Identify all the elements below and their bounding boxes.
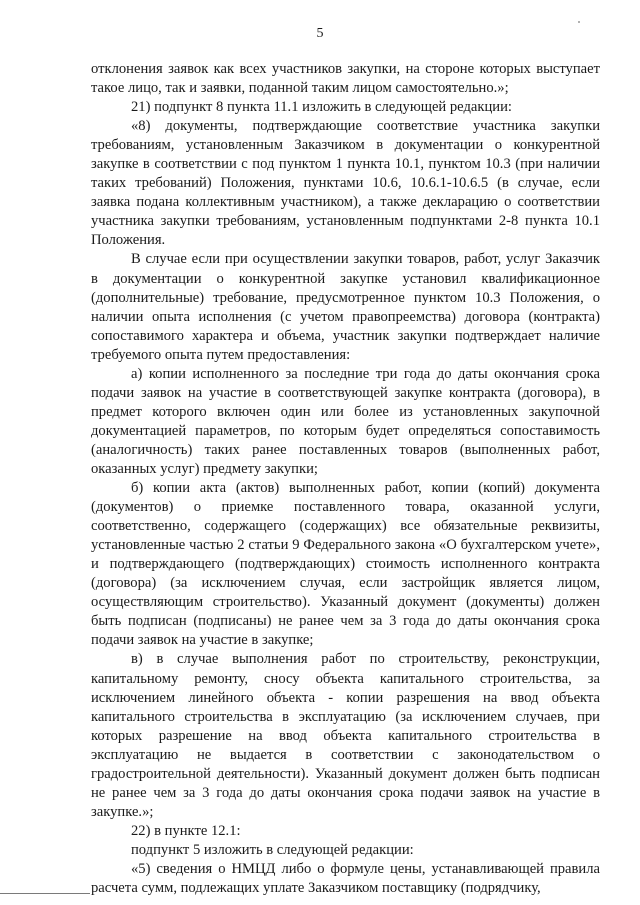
paragraph-experience-requirement: В случае если при осуществлении закупки товаров, работ, услуг Заказчик в документации о конкурентной закупке установил квалификационное (дополнительные) требование, предусмотренное пунктом 10.3 Положения, о наличии опыта исполнения (с учетом правопреемства) договора (контракта) сопоставимого характера и объема, участник закупки подтверждает наличие требуемого опыта путем предоставления: (91, 251, 600, 363)
scan-artifact (578, 21, 580, 23)
document-body (91, 60, 600, 898)
paragraph-item-a: а) копии исполненного за последние три года до даты окончания срока подачи заявок на участие в соответствующей закупке контракта (договора), в предмет которого включен один или более из установленных закупочной документацией параметров, по которым будет определяться сопоставимость (аналогичность) таких ранее поставленных товаров (выполненных работ, оказанных услуг) предмету закупки; (91, 365, 600, 477)
paragraph-continuation: отклонения заявок как всех участников закупки, на стороне которых выступает такое лицо, так и заявки, поданной таким лицом самостоятельно.»; (91, 61, 600, 97)
paragraph-subitem-5: «5) сведения о НМЦД либо о формуле цены, устанавливающей правила расчета сумм, подлежащих уплате Заказчиком поставщику (подрядчику, (91, 860, 600, 897)
paragraph-amendment-22: 22) в пункте 12.1: (131, 822, 241, 839)
paragraph-subitem-8: «8) документы, подтверждающие соответствие участника закупки требованиям, установленным Заказчиком в документации о конкурентной закупке в соответствии с под пунктом 1 пункта 10.1, пунктом 10.3 (при наличии таких требований) Положения, пунктами 10.6, 10.6.1-10.6.5 (в случае, если заявка подана коллективным участником), а также декларацию о соответствии участника закупки требованиям, установленным подпунктами 2-8 пункта 10.1 Положения. (91, 118, 600, 249)
footer-divider (0, 893, 90, 894)
paragraph-amendment-21: 21) подпункт 8 пункта 11.1 изложить в следующей редакции: (131, 99, 512, 116)
paragraph-subitem-5-intro: подпункт 5 изложить в следующей редакции: (131, 841, 414, 858)
paragraph-item-b: б) копии акта (актов) выполненных работ, копии (копий) документа (документов) о приемке поставленного товара, оказанной услуги, соответственно, содержащего (содержащих) все обязательные реквизиты, установленные частью 2 статьи 9 Федерального закона «О бухгалтерском учете», и подтверждающего (подтверждающих) стоимость исполненного контракта (договора) (за исключением случая, если застройщик является лицом, осуществляющим строительство). Указанный документ (документы) должен быть подписан (подписаны) не ранее чем за 3 года до даты окончания срока подачи заявок на участие в закупке; (91, 480, 600, 649)
page-number: 5 (316, 26, 324, 41)
paragraph-item-v: в) в случае выполнения работ по строительству, реконструкции, капитальному ремонту, сносу объекта капитального строительства, за исключением линейного объекта - копии разрешения на ввод объекта капитального строительства в эксплуатацию (за исключением случаев, при которых разрешение на ввод объекта капитального строительства в эксплуатацию не выдается в соответствии с законодательством о градостроительной деятельности). Указанный документ должен быть подписан не ранее чем за 3 года до даты окончания срока подачи заявок на участие в закупке.»; (91, 651, 600, 820)
